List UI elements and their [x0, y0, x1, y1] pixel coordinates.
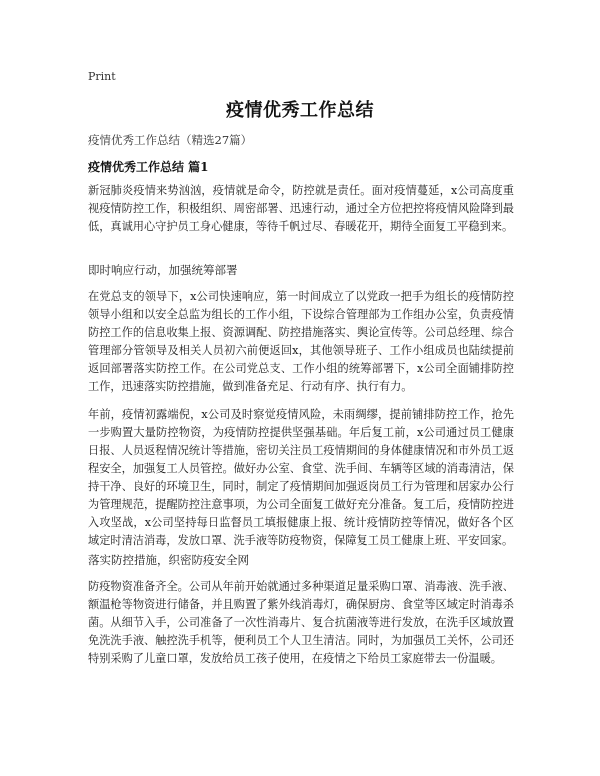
- document-subtitle: 疫情优秀工作总结（精选27篇）: [88, 133, 253, 147]
- intro-paragraph: 新冠肺炎疫情来势汹汹，疫情就是命令，防控就是责任。面对疫情蔓延，x公司高度重视疫情防控工作，积极组织、周密部署、迅速行动，通过全方位把控将疫情风险降到最低，真诚用心守护员工身心健康，等待千帆过尽、春暖花开，期待全面复工平稳到来。: [88, 184, 514, 233]
- heading-response: 即时响应行动，加强统筹部署: [88, 263, 238, 277]
- paragraph-deployment: 在党总支的领导下，x公司快速响应，第一时间成立了以党政一把手为组长的疫情防控领导小组和以安全总监为组长的工作小组，下设综合管理部为工作组办公室，负责疫情防控工作的信息收集上报、资源调配、防控措施落实、舆论宣传等。公司总经理、综合管理部分管领导及相关人员初六前便返回x，其他领导班子、工作小组成员也陆续提前返回部署落实防控工作。在公司党总支、工作小组的统筹部署下，x公司全面铺排防控工作，迅速落实防控措施，做到准备充足、行动有序、执行有力。: [88, 290, 514, 393]
- page-title: 疫情优秀工作总结: [226, 100, 374, 121]
- heading-measures: 落实防控措施，织密防疫安全网: [88, 553, 249, 567]
- paragraph-supplies: 防疫物资准备齐全。公司从年前开始就通过多种渠道足量采购口罩、消毒液、洗手液、额温枪等物资进行储备，并且购置了紫外线消毒灯，确保厨房、食堂等区域定时消毒杀菌。从细节入手，公司准备了一次性消毒片、复合抗菌液等进行发放，在洗手区域放置免洗洗手液、触控洗手机等，便利员工个人卫生清洁。同时，为加强员工关怀，公司还特别采购了儿童口罩，发放给员工孩子使用，在疫情之下给员工家庭带去一份温暖。: [88, 580, 514, 665]
- section-title: 疫情优秀工作总结 篇1: [88, 160, 209, 174]
- paragraph-preparation: 年前，疫情初露端倪，x公司及时察觉疫情风险，未雨绸缪，提前铺排防控工作，抢先一步购置大量防控物资，为疫情防控提供坚强基础。年后复工前，x公司通过员工健康日报、人员返程情况统计等措施，密切关注员工疫情期间的身体健康情况和市外员工返程安全，加强复工人员管控。做好办公室、食堂、洗手间、车辆等区域的消毒清洁，保持干净、良好的环境卫生，同时，制定了疫情期间加强返岗员工行为管理和居家办公行为管理规范，提醒防控注意事项，为公司全面复工做好充分准备。复工后，疫情防控进入攻坚战，x公司坚持每日监督员工填报健康上报、统计疫情防控等情况，做好各个区域定时清洁消毒，发放口罩、洗手液等防疫物资，保障复工员工健康上班、平安回家。: [88, 408, 514, 547]
- print-link[interactable]: Print: [88, 70, 116, 83]
